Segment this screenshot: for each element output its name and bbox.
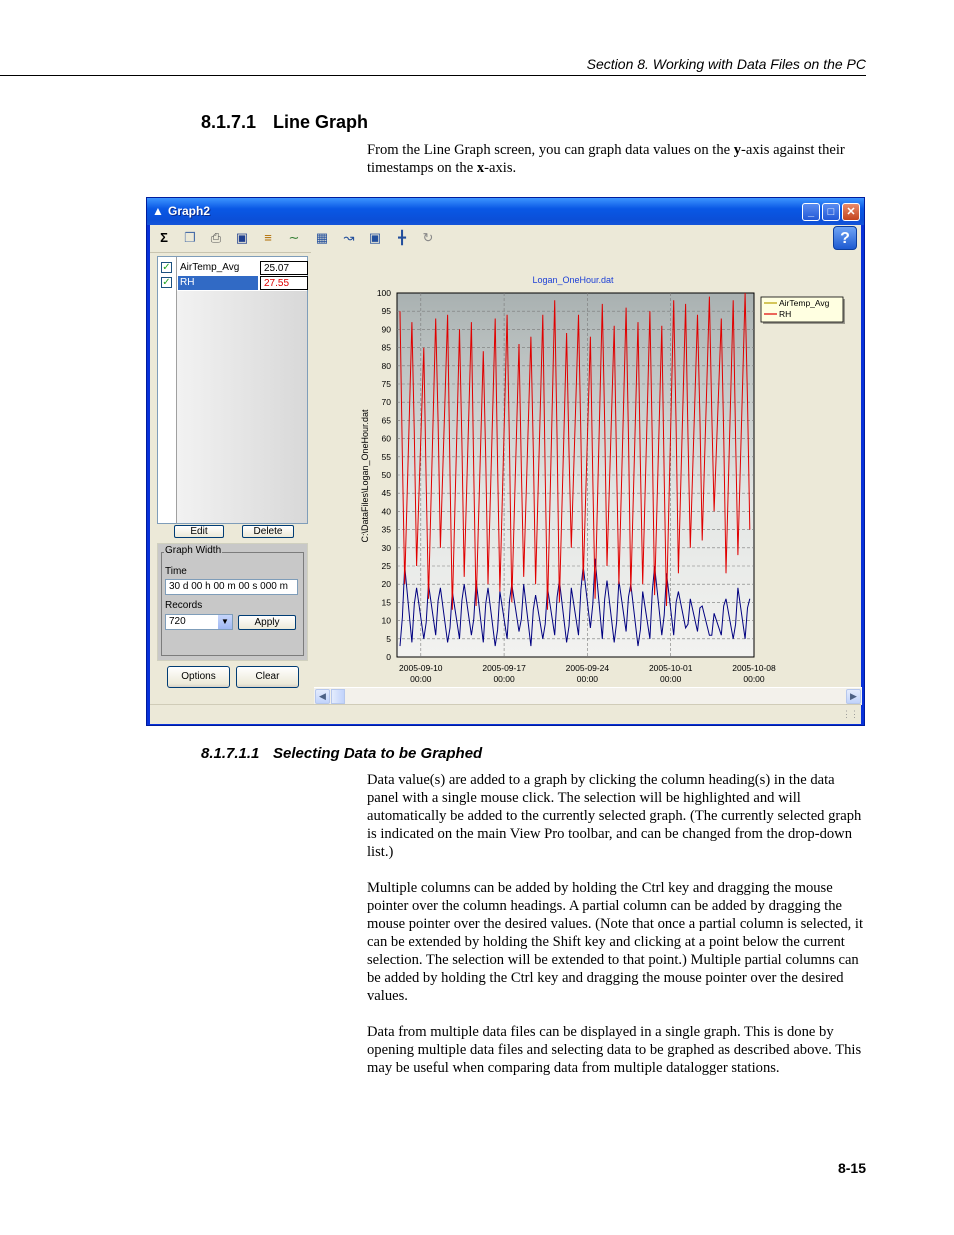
graph-app-icon: ▲ [152, 204, 164, 218]
body-paragraph-1: Data value(s) are added to a graph by clicking the column heading(s) in the data panel with a single mouse click. The selection will be highlighted and will automatically be added to the currently selected graph. (The currently selected graph is indicated on the main View Pro toolbar, and can be changed from the drop-down list.) [367, 772, 862, 860]
intro-text-1: From the Line Graph screen, you can graph data values on the [367, 142, 734, 158]
print-icon[interactable]: ⎙ [210, 230, 222, 245]
y-tick-label: 85 [381, 342, 391, 353]
resize-grip-icon[interactable]: ⋮⋮ [842, 709, 858, 719]
y-tick-label: 15 [381, 597, 391, 608]
save-icon[interactable]: ▣ [235, 230, 249, 245]
minimize-button[interactable]: _ [802, 203, 820, 221]
subsection-number: 8.1.7.1.1 [201, 745, 260, 762]
section-number: 8.1.7.1 [201, 112, 257, 132]
chevron-down-icon[interactable]: ▼ [218, 615, 232, 629]
series-row-rh[interactable] [160, 276, 307, 291]
maximize-button[interactable]: □ [822, 203, 840, 221]
y-tick-label: 5 [386, 633, 391, 644]
y-tick-label: 90 [381, 324, 391, 335]
section-title: Line Graph [273, 112, 369, 132]
x-tick-date: 2005-09-10 [399, 663, 443, 673]
series-name[interactable]: AirTemp_Avg [180, 262, 240, 273]
window-titlebar[interactable] [147, 198, 864, 225]
y-tick-label: 75 [381, 379, 391, 389]
y-tick-label: 100 [376, 288, 391, 298]
clear-button[interactable]: Clear [236, 666, 299, 688]
series-name[interactable]: RH [178, 276, 258, 290]
series-row-airtemp[interactable] [160, 261, 307, 276]
series-list [157, 256, 308, 524]
legend-airtemp-label: AirTemp_Avg [779, 298, 830, 308]
status-bar [150, 704, 861, 724]
body-paragraph-3: Data from multiple data files can be displayed in a single graph. This is done by opening multiple data files and selecting data to be graphed as described above. This may be useful when comparing data from multiple datalogger stations. [367, 1024, 862, 1076]
intro-y-bold: y [733, 142, 742, 158]
help-button[interactable]: ? [833, 226, 857, 250]
x-tick-time: 00:00 [576, 674, 599, 684]
chart-options-icon[interactable]: ∼ [288, 230, 300, 245]
y-tick-label: 35 [381, 524, 391, 535]
body-paragraph-2: Multiple columns can be added by holding the Ctrl key and dragging the mouse pointer over the column headings. A partial column can be added by dragging the mouse pointer over the desired values. (Note that once a partial column is selected, it can be extended by holding the Shift key and clicking at a point below the current selection. The selection will be extended to that point.) Multiple partial columns can be added by holding the Ctrl key and dragging the mouse pointer over the desired values. [367, 880, 864, 1004]
x-tick-time: 00:00 [660, 674, 682, 684]
y-axis-ticks [377, 288, 391, 662]
checkbox-checked-icon[interactable]: ✓ [162, 262, 171, 273]
legend-rh-label: RH [779, 309, 792, 319]
y-tick-label: 65 [381, 415, 391, 426]
graph-window [146, 197, 865, 726]
window-title: Graph2 [168, 204, 211, 218]
x-axis-ticks [399, 663, 776, 684]
y-tick-label: 80 [381, 360, 391, 371]
time-label: Time [165, 566, 187, 577]
y-tick-label: 0 [386, 652, 391, 662]
series-value: 25.07 [260, 261, 308, 275]
y-tick-label: 45 [381, 488, 391, 499]
x-tick-date: 2005-10-08 [732, 663, 776, 673]
x-tick-date: 2005-09-24 [565, 663, 610, 673]
header-rule [0, 75, 866, 76]
apply-button[interactable]: Apply [238, 615, 296, 630]
y-tick-label: 20 [381, 579, 391, 590]
sigma-icon[interactable]: Σ [160, 230, 168, 245]
options-button[interactable]: Options [167, 666, 230, 688]
y-tick-label: 25 [381, 561, 391, 571]
graph-area [311, 252, 861, 714]
y-tick-label: 40 [381, 506, 391, 517]
zoom-icon[interactable]: ▣ [368, 230, 382, 245]
time-input-value: 30 d 00 h 00 m 00 s 000 m [169, 581, 288, 592]
line-chart [311, 252, 861, 688]
y-axis-label: C:\DataFiles\Logan_OneHour.dat [360, 409, 370, 543]
subsection-heading [201, 745, 482, 762]
copy-icon[interactable]: ❐ [184, 230, 196, 245]
scroll-right-icon[interactable]: ▶ [846, 689, 861, 704]
table-icon[interactable]: ▦ [315, 230, 329, 245]
checkbox-checked-icon[interactable]: ✓ [162, 277, 171, 288]
x-tick-time: 00:00 [410, 674, 432, 684]
y-tick-label: 30 [381, 542, 391, 553]
page-number: 8-15 [837, 1160, 866, 1176]
y-tick-label: 55 [381, 451, 391, 462]
delete-button[interactable]: Delete [242, 525, 294, 538]
intro-text-2: -axis against their timestamps on the [367, 142, 845, 176]
window-client [150, 225, 861, 723]
edit-button[interactable]: Edit [174, 525, 224, 538]
graph-width-legend: Graph Width [165, 545, 222, 556]
subsection-title: Selecting Data to be Graphed [273, 745, 483, 762]
records-value: 720 [169, 616, 186, 627]
scroll-left-icon[interactable]: ◀ [315, 689, 330, 704]
close-button[interactable]: ✕ [842, 203, 860, 221]
y-tick-label: 70 [381, 397, 391, 408]
y-tick-label: 50 [381, 470, 391, 480]
records-label: Records [165, 600, 203, 611]
graph-width-group [157, 543, 308, 661]
scroll-thumb[interactable] [331, 689, 345, 704]
crosshair-icon[interactable]: ╋ [398, 230, 406, 245]
y-tick-label: 95 [381, 306, 391, 317]
y-tick-label: 60 [381, 433, 391, 444]
x-tick-date: 2005-10-01 [648, 663, 693, 673]
records-select[interactable] [165, 614, 233, 630]
running-header: Section 8. Working with Data Files on the PC [586, 56, 866, 72]
time-input[interactable] [165, 579, 298, 595]
intro-text-3: -axis. [484, 160, 517, 176]
series-list-empty-area [177, 291, 307, 523]
graph-toolbar [150, 225, 861, 253]
refresh-icon[interactable]: ↻ [422, 230, 434, 245]
x-tick-time: 00:00 [493, 674, 515, 684]
series-panel [154, 254, 308, 732]
y-tick-label: 10 [381, 615, 391, 626]
add-trace-icon[interactable]: ↝ [343, 230, 355, 245]
plot-area [397, 293, 754, 657]
traces-icon[interactable]: ≡ [264, 230, 272, 245]
section-heading [201, 112, 368, 133]
chart-title: Logan_OneHour.dat [532, 275, 614, 285]
intro-x-bold: x [476, 160, 485, 176]
intro-paragraph [367, 141, 865, 177]
chart-legend [761, 297, 845, 324]
x-tick-date: 2005-09-17 [482, 663, 526, 673]
series-list-divider [176, 257, 177, 523]
x-tick-time: 00:00 [743, 674, 765, 684]
horizontal-scrollbar[interactable] [314, 687, 862, 705]
series-value: 27.55 [260, 276, 308, 290]
